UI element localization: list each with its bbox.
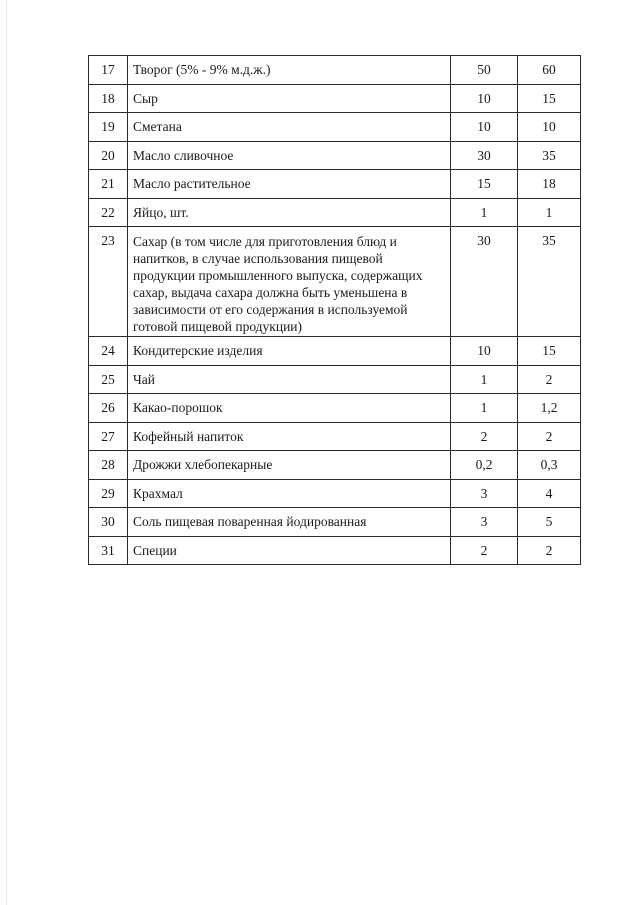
norm-value-1: 10 [451, 337, 518, 366]
product-name: Крахмал [128, 479, 451, 508]
food-norms-table [88, 55, 581, 565]
table-row [89, 141, 581, 170]
row-number: 26 [89, 394, 128, 423]
norm-value-2: 10 [518, 113, 581, 142]
row-number: 28 [89, 451, 128, 480]
table-row [89, 394, 581, 423]
norm-value-2: 1,2 [518, 394, 581, 423]
product-name: Специи [128, 536, 451, 565]
norm-value-1: 2 [451, 536, 518, 565]
norm-value-1: 10 [451, 113, 518, 142]
product-name: Сахар (в том числе для приготовления блюд и напитков, в случае использования пищевой продукции промышленного выпуска, содержащих сахар, выдача сахара должна быть уменьшена в зависимости от его содержания в используемой готовой пищевой продукции) [128, 227, 451, 337]
norm-value-1: 10 [451, 84, 518, 113]
norm-value-1: 30 [451, 227, 518, 337]
norm-value-2: 4 [518, 479, 581, 508]
table-row [89, 365, 581, 394]
table-row [89, 198, 581, 227]
table-row [89, 422, 581, 451]
scan-edge-line [6, 0, 7, 905]
product-name: Соль пищевая поваренная йодированная [128, 508, 451, 537]
row-number: 19 [89, 113, 128, 142]
norm-value-1: 1 [451, 394, 518, 423]
table-row [89, 170, 581, 199]
table-row [89, 337, 581, 366]
table-row [89, 508, 581, 537]
product-name: Какао-порошок [128, 394, 451, 423]
norm-value-1: 1 [451, 198, 518, 227]
norm-value-2: 60 [518, 56, 581, 85]
table-row [89, 227, 581, 337]
row-number: 21 [89, 170, 128, 199]
table-row [89, 56, 581, 85]
table-row [89, 113, 581, 142]
row-number: 30 [89, 508, 128, 537]
row-number: 22 [89, 198, 128, 227]
product-name: Творог (5% - 9% м.д.ж.) [128, 56, 451, 85]
norm-value-2: 15 [518, 337, 581, 366]
product-name: Дрожжи хлебопекарные [128, 451, 451, 480]
table-row [89, 84, 581, 113]
product-name: Масло сливочное [128, 141, 451, 170]
row-number: 18 [89, 84, 128, 113]
row-number: 23 [89, 227, 128, 337]
product-name: Сыр [128, 84, 451, 113]
norm-value-1: 15 [451, 170, 518, 199]
norm-value-2: 2 [518, 365, 581, 394]
table-body [89, 56, 581, 565]
product-name: Кондитерские изделия [128, 337, 451, 366]
product-name: Масло растительное [128, 170, 451, 199]
row-number: 17 [89, 56, 128, 85]
product-name: Чай [128, 365, 451, 394]
product-name: Яйцо, шт. [128, 198, 451, 227]
row-number: 29 [89, 479, 128, 508]
norm-value-2: 15 [518, 84, 581, 113]
norm-value-2: 2 [518, 536, 581, 565]
norm-value-1: 3 [451, 508, 518, 537]
norm-value-1: 3 [451, 479, 518, 508]
row-number: 31 [89, 536, 128, 565]
norm-value-2: 5 [518, 508, 581, 537]
row-number: 25 [89, 365, 128, 394]
row-number: 27 [89, 422, 128, 451]
norm-value-1: 1 [451, 365, 518, 394]
norm-value-1: 0,2 [451, 451, 518, 480]
norm-value-2: 35 [518, 141, 581, 170]
table-row [89, 479, 581, 508]
norm-value-2: 2 [518, 422, 581, 451]
product-name: Кофейный напиток [128, 422, 451, 451]
product-name: Сметана [128, 113, 451, 142]
norm-value-2: 0,3 [518, 451, 581, 480]
norm-value-2: 35 [518, 227, 581, 337]
table-row [89, 536, 581, 565]
norm-value-1: 50 [451, 56, 518, 85]
row-number: 24 [89, 337, 128, 366]
row-number: 20 [89, 141, 128, 170]
norm-value-2: 1 [518, 198, 581, 227]
norm-value-1: 2 [451, 422, 518, 451]
norm-value-1: 30 [451, 141, 518, 170]
table-row [89, 451, 581, 480]
norm-value-2: 18 [518, 170, 581, 199]
